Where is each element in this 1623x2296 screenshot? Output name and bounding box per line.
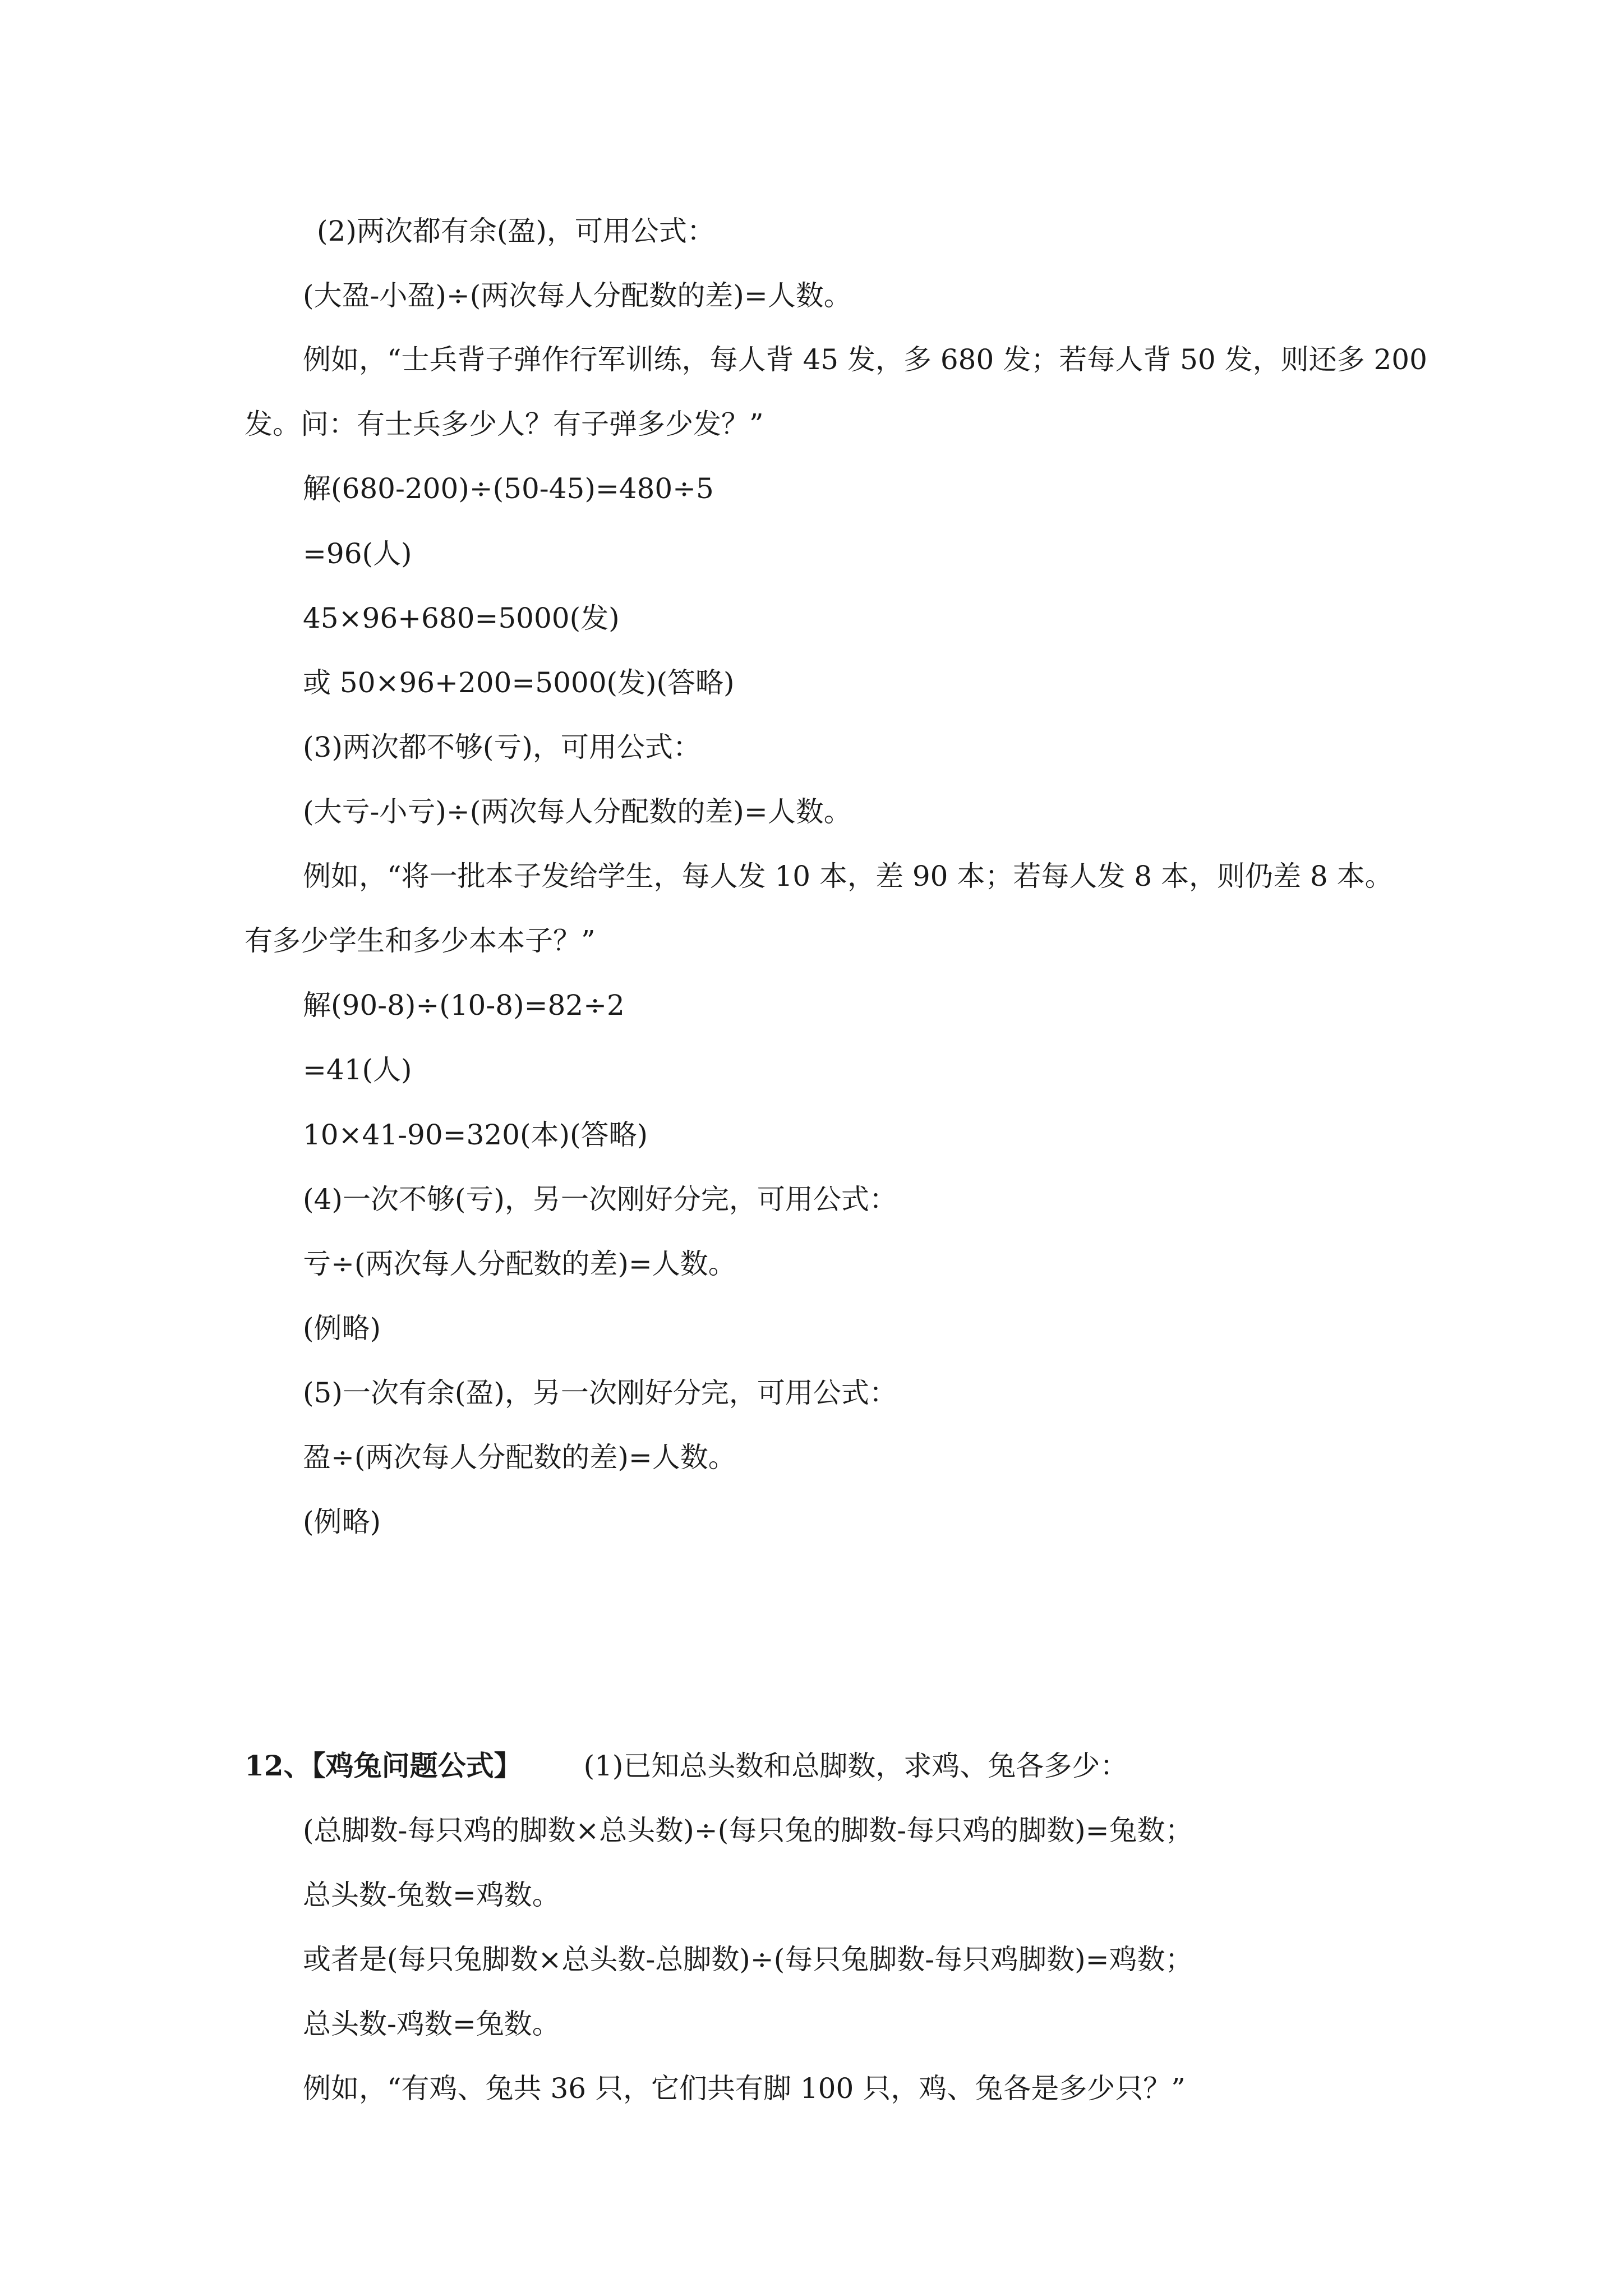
case3-example-line2: 有多少学生和多少本本子？” xyxy=(245,924,596,957)
section12-line1: (总脚数-每只鸡的脚数×总头数)÷(每只兔的脚数-每只鸡的脚数)=兔数； xyxy=(303,1814,1193,1847)
section12-line2: 总头数-兔数=鸡数。 xyxy=(303,1879,560,1911)
section12-title: 12、【鸡兔问题公式】 xyxy=(245,1749,522,1782)
case2-solution-line2: =96(人) xyxy=(303,537,412,570)
case2-solution-line1: 解(680-200)÷(50-45)=480÷5 xyxy=(303,472,714,505)
case3-example-line1: 例如，“将一批本子发给学生，每人发 10 本，差 90 本；若每人发 8 本，则仍差 8 本。 xyxy=(303,860,1393,892)
case5-formula: 盈÷(两次每人分配数的差)=人数。 xyxy=(303,1441,736,1474)
section12-heading-line xyxy=(245,1749,1128,1783)
case3-heading: (3)两次都不够(亏)，可用公式： xyxy=(303,731,701,763)
case2-heading: (2)两次都有余(盈)，可用公式： xyxy=(317,215,715,247)
case2-formula: (大盈-小盈)÷(两次每人分配数的差)=人数。 xyxy=(303,279,852,312)
case2-example-line2: 发。问：有士兵多少人？有子弹多少发？” xyxy=(245,408,764,440)
case2-solution-line3: 45×96+680=5000(发) xyxy=(303,602,620,634)
section12-subheading: (1)已知总头数和总脚数，求鸡、兔各多少： xyxy=(583,1750,1128,1782)
case4-note: (例略) xyxy=(303,1312,381,1345)
section12-line4: 总头数-鸡数=兔数。 xyxy=(303,2008,560,2040)
section12-line5: 例如，“有鸡、兔共 36 只，它们共有脚 100 只，鸡、兔各是多少只？” xyxy=(303,2072,1186,2105)
case3-solution-line1: 解(90-8)÷(10-8)=82÷2 xyxy=(303,989,625,1022)
case2-solution-line4: 或 50×96+200=5000(发)(答略) xyxy=(303,666,735,699)
case3-solution-line3: 10×41-90=320(本)(答略) xyxy=(303,1119,648,1151)
case4-formula: 亏÷(两次每人分配数的差)=人数。 xyxy=(303,1248,736,1280)
case3-formula: (大亏-小亏)÷(两次每人分配数的差)=人数。 xyxy=(303,795,852,828)
case2-example-line1: 例如，“士兵背子弹作行军训练，每人背 45 发，多 680 发；若每人背 50 发，则还多 200 xyxy=(303,343,1427,376)
section12-line3: 或者是(每只兔脚数×总头数-总脚数)÷(每只兔脚数-每只鸡脚数)=鸡数； xyxy=(303,1943,1193,1976)
case3-solution-line2: =41(人) xyxy=(303,1053,412,1086)
case4-heading: (4)一次不够(亏)，另一次刚好分完，可用公式： xyxy=(303,1183,897,1216)
case5-note: (例略) xyxy=(303,1506,381,1538)
case5-heading: (5)一次有余(盈)，另一次刚好分完，可用公式： xyxy=(303,1377,897,1409)
